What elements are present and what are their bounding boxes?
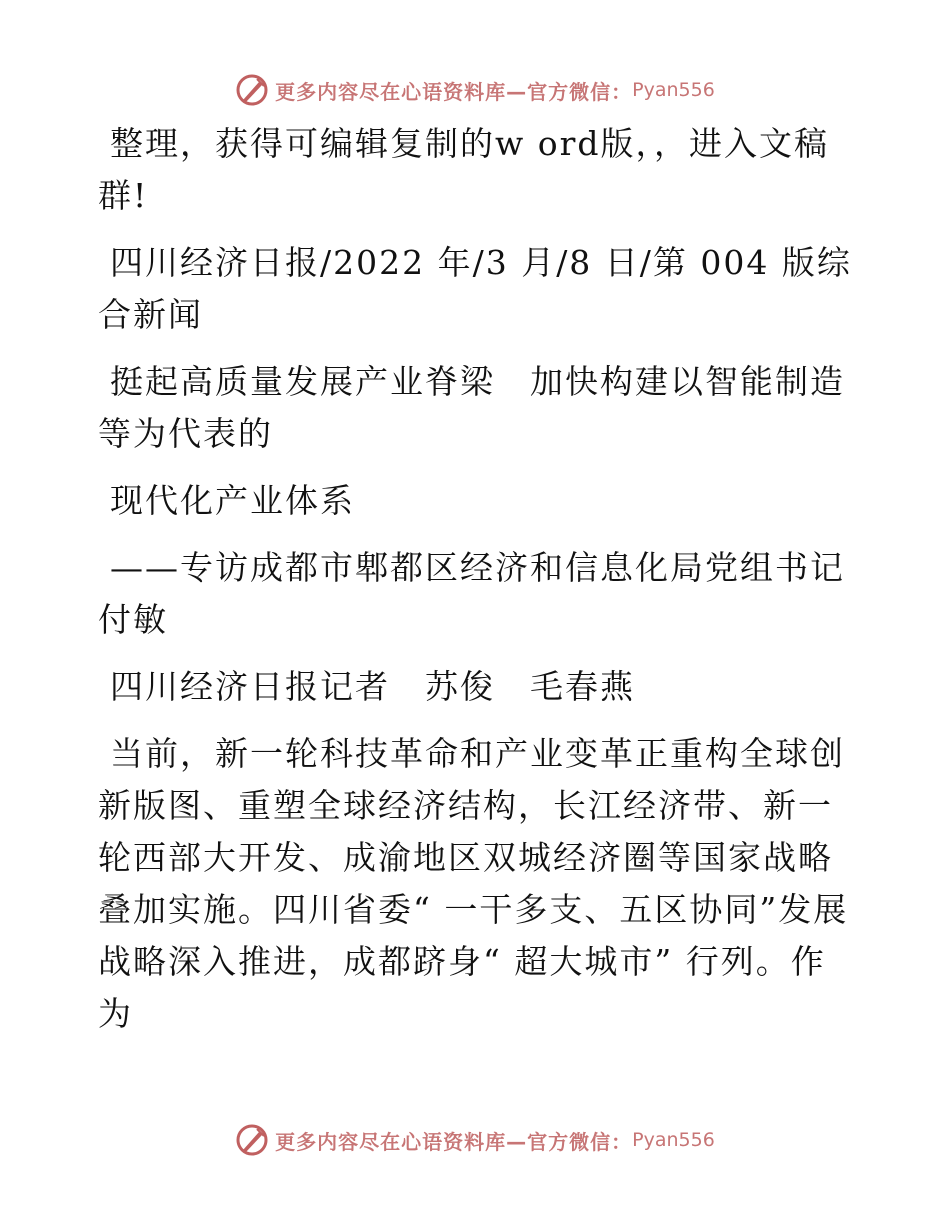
header-wechat-id: Pyan556: [632, 79, 715, 101]
footer-banner: [0, 1120, 950, 1160]
paragraph: ——专访成都市郫都区经济和信息化局党组书记付敏: [98, 548, 845, 639]
quill-logo-icon: [235, 73, 269, 107]
footer-wechat-id: Pyan556: [632, 1129, 715, 1151]
paragraph: 当前，新一轮科技革命和产业变革正重构全球创新版图、重塑全球经济结构，长江经济带、新一轮西部大开发、成渝地区双城经济圈等国家战略叠加实施。四川省委“ 一干多支、五区协同”发展战略深入推进，成都跻身“ 超大城市” 行列。作为: [98, 734, 849, 1033]
paragraph: 整理，获得可编辑复制的w ord版，，进入文稿群!: [98, 124, 830, 215]
paragraph: 四川经济日报记者 苏俊 毛春燕: [110, 667, 635, 706]
header-banner: [0, 70, 950, 110]
paragraph: 四川经济日报/2022 年/3 月/8 日/第 004 版综合新闻: [98, 243, 852, 334]
footer-slogan: 更多内容尽在心语资料库—官方微信：: [275, 1129, 633, 1154]
paragraph: 现代化产业体系: [110, 481, 355, 520]
quill-logo-icon: [235, 1123, 269, 1157]
document-body: [98, 118, 853, 1055]
header-slogan: 更多内容尽在心语资料库—官方微信：: [275, 79, 633, 104]
paragraph: 挺起高质量发展产业脊梁 加快构建以智能制造等为代表的: [98, 362, 845, 453]
